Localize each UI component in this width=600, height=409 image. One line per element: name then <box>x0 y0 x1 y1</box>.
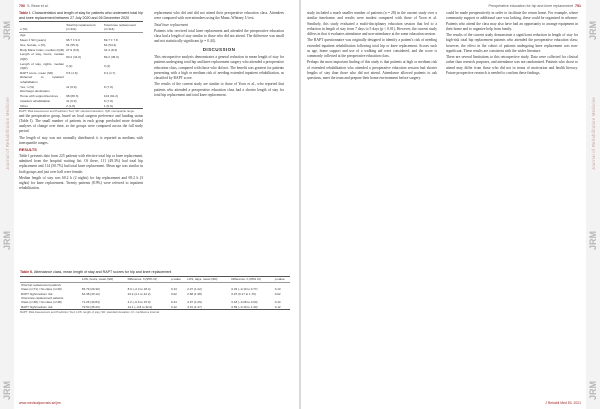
page-number: 791 <box>575 4 581 8</box>
paragraph: There are several limitations to this retrospective study. Data were collected for clinical rather than research purposes, and attendance was not randomized. Patients who chose to attend may differ from those who did not in terms of motivation and health literacy. Future prospective research is needed to confirm these findings. <box>446 55 578 75</box>
side-label: JRM <box>588 380 598 400</box>
paragraph: The results of the current study are similar to those of Yoon et al., who reported that patients who attended a preoperative education class had a shorter length of stay for total hip replacement and total knee replacement. <box>154 82 284 97</box>
paragraph: Perhaps the most important finding of this study is that patients at high or medium risk of extended rehabilitation who attended a preoperative education session had shorter lengths of stay than those who did not attend. Attendance allowed patients to ask questions, meet the team and prepare their home environment before surgery. <box>307 60 437 80</box>
table2-cell: 79.50 (35.20) <box>81 305 127 310</box>
table2-header: LOS, hours, mean (SD) <box>81 276 127 282</box>
table2-cell: 0.97 (0.17 to 1.76) <box>231 291 256 296</box>
table2-header: Difference, h (95% CI) <box>127 276 170 282</box>
table1-cell: 61 (55.0) <box>66 42 79 47</box>
table2-body <box>20 282 290 309</box>
table1-row <box>19 52 143 61</box>
table1-cell: 9 (7.9) <box>103 84 113 89</box>
table1-header: n (%) <box>19 22 65 33</box>
table1-cell: Length of stay, hours, median (IQR) <box>20 52 65 61</box>
paragraph: replacement who did and did not attend their preoperative education class. Attendees were compared with non-attendees using the Mann–Whitney U test. <box>154 11 284 21</box>
table2-label: Table II. <box>20 270 34 274</box>
table2-cell: 0.02 <box>274 291 281 296</box>
side-label: JRM <box>2 380 12 400</box>
table2-cell: Total knee replacement patients <box>21 295 64 300</box>
table1-cell: Discharge destination <box>20 89 50 94</box>
table1-cell: 11 (9.9) <box>66 98 77 103</box>
table1-cell: Home with support/services <box>20 94 58 99</box>
table2-cell: 0.12 <box>274 305 290 310</box>
table1-cell: Sex, female, n (%) <box>20 42 46 47</box>
table1-cell: 9.5 (1.6) <box>66 70 78 75</box>
table2-header: LOS, days, mean (SD) <box>186 276 230 282</box>
table1-cell: Age <box>20 33 26 38</box>
table2-cell: RAPT high/medium risk <box>20 305 81 310</box>
table1-cell: Body Mass Index, median (IQR) <box>20 47 65 52</box>
left-column-2 <box>154 11 284 99</box>
right-page <box>301 0 600 409</box>
side-journal-title: Journal of Rehabilitation Medicine <box>5 96 10 170</box>
paragraph: The length of stay was not normally distributed; it is reported as medians with interquartile ranges. <box>19 135 143 145</box>
paragraph: and the preoperative group, based on local surgeon preference and funding status (Table I). The small number of patients in each group precluded more detailed analyses of change over time, so the groups were compared across the full study period. <box>19 113 143 134</box>
subheading: Total knee replacement <box>154 22 189 27</box>
running-head <box>19 4 49 8</box>
table2-cell: 2.37 (1.22) <box>187 287 202 292</box>
side-label: JRM <box>2 230 12 250</box>
table2-header: p-value <box>274 276 290 282</box>
table2-cell: 3.31 (1.47) <box>186 305 230 310</box>
table2-row <box>20 305 290 310</box>
paragraph: Median length of stay was 60.2 h (2 nights) for hip replacement and 69.2 h (3 nights) for knee replacement. Twenty patients (8.9%) were referred to inpatient rehabilitation. <box>19 175 143 191</box>
footer-journal: J Rehabil Med 53, 2021 <box>545 401 581 405</box>
table2-cell: 14.1 (–3.8 to 32.0) <box>127 305 170 310</box>
table1-cell: 11 (9.9) <box>66 84 77 89</box>
table1-cell: Other <box>19 103 65 108</box>
table1-cell: 69.7 ± 7.8 <box>103 38 118 43</box>
table2-cell: 0.12 <box>170 305 186 310</box>
table1-row <box>19 61 143 70</box>
table2-cell: 2.68 (1.38) <box>187 291 202 296</box>
side-journal-title: Journal of Rehabilitation Medicine <box>591 96 596 170</box>
paragraph: The RAPT questionnaire was originally designed to identify a patient's risk of needing extended inpatient rehabilitation following total hip or knee replacement. Scores such as age, home support and use of a walking aid were considered, and the score is commonly collected at the preoperative education class. <box>307 38 437 58</box>
table2-cell: 71.26 (30.84) <box>81 300 100 305</box>
table1-cell: 31.4 (8.3) <box>103 47 118 52</box>
table2-cell: 64.38 (33.12) <box>81 291 100 296</box>
table1-cell: 2 (2) <box>66 63 73 68</box>
paragraph: The results of the current study demonstrate a significant reduction in length of stay for high-risk total hip replacement patients who attended the preoperative education class; however, the effect in the cohort of patients undergoing knee replacement was non-significant. These results are consistent with the wider literature. <box>446 33 578 53</box>
table2-cell: 0.13 <box>171 287 177 292</box>
left-column-1 <box>19 11 143 193</box>
table2-cell: 0.44 <box>274 300 281 305</box>
table1-cell: 27.9 (6.6) <box>66 47 80 52</box>
table1-cell: Yes, n (%) <box>20 84 35 89</box>
left-page <box>0 0 299 409</box>
running-head-title: Preoperative education for hip and knee replacement <box>488 4 573 8</box>
table1-cell: 3 (2) <box>103 63 111 68</box>
right-column-2 <box>446 11 578 256</box>
table2-header: p-value <box>170 276 186 282</box>
table2-cell: Total hip replacement patients <box>21 282 61 287</box>
table1-header: Total knee replacement (n=114) <box>103 22 143 33</box>
table2 <box>20 270 290 314</box>
table2-cell: 0.13 <box>274 287 281 292</box>
left-sidebar <box>0 0 14 409</box>
table1-cell: Referred to inpatient rehabilitation <box>20 75 65 84</box>
discussion-heading: DISCUSSION <box>202 46 236 52</box>
table1-cell: 68.7 ± 9.0 <box>66 38 80 43</box>
table2-cell: Class (n=66) / No class (n=48) <box>21 300 62 305</box>
table2-grid <box>20 276 290 310</box>
table1-cell: RAPT score, mean (SD) <box>20 70 54 75</box>
table1-caption-text: Characteristics and length of stay for patients who underwent total hip and knee replacement between 27 July 2020 and 26 December 2020 <box>19 11 143 20</box>
results-heading: RESULTS <box>19 147 37 153</box>
table1-cell: 60.2 (41.6) <box>66 54 82 59</box>
table1-cell: Inpatient rehabilitation <box>20 98 51 103</box>
side-label: JRM <box>2 20 12 40</box>
side-label: JRM <box>588 20 598 40</box>
table1-cell: 1 (0.9) <box>103 103 143 108</box>
table1-cell <box>103 75 143 84</box>
table2-note: RAPT: Risk Assessment and Prediction Tool; LOS: length of stay; SD: standard deviation; CI: confidence interval. <box>20 309 160 314</box>
table1-body <box>19 33 143 109</box>
table2-cell: 0.33 (–0.10 to 0.77) <box>231 287 258 292</box>
right-sidebar <box>586 0 600 409</box>
paragraph: study included a much smaller number of patients (n = 28) in the current study over a similar timeframe, and results were modest compared with those of Yoon et al. Similarly, this study evaluated a multi-disciplinary education session that led to a reduction in length of stay from 7 days to 5 days (p < 0.01). However, the current study differs in that it evaluates attendance and non-attendance at the same education session. <box>307 11 437 36</box>
table1 <box>19 21 143 109</box>
table1-cell: 2 (1.8) <box>65 103 103 108</box>
paragraph: could be made preoperatively in order to facilitate the return home. For example, where community support or additional care was lacking, these could be organized in advance. Patients who attend the class may also have had an opportunity to arrange equipment in their home and to organize help from family. <box>446 11 578 31</box>
table1-row <box>19 103 143 108</box>
table2-caption <box>20 270 290 275</box>
table2-cell: 0.44 <box>171 300 177 305</box>
table2-cell: 4.2 (–6.6 to 15.0) <box>127 300 151 305</box>
table1-cell: 98 (88.3) <box>66 94 79 99</box>
running-head <box>488 4 581 8</box>
right-column-1 <box>307 11 437 256</box>
footer-url[interactable]: www.medicaljournals.se/jrm <box>19 401 61 405</box>
table2-cell: 56.79 (29.30) <box>81 287 100 292</box>
table2-cell: RAPT high/medium risk <box>21 291 53 296</box>
table1-header: Total hip replacement (n=111) <box>65 22 103 33</box>
table1-cell <box>65 75 103 84</box>
running-head-author: S. Bean et al. <box>27 4 49 8</box>
table2-cell: 2.97 (1.29) <box>187 300 202 305</box>
table2-header: Difference, h (95% CI) <box>230 276 273 282</box>
table2-caption-text: Attendance class, mean length of stay and RAPT scores for hip and knee replacement <box>33 270 172 274</box>
table1-caption <box>19 11 143 20</box>
paragraph: Patients who received total knee replacement and attended the preoperative education class had a length of stay similar to those who did not attend. The difference was small and not statistically significant (p = 0.44). <box>154 28 284 44</box>
table1-cell: 104 (91.2) <box>103 94 119 99</box>
table2-cell: 8.0 (–2.4 to 18.4) <box>127 287 151 292</box>
table2-cell: 0.18 (–0.28 to 0.63) <box>231 300 258 305</box>
table1-cell: 69.2 (45.0) <box>103 54 119 59</box>
table1-cell: 9 (7.9) <box>103 98 113 103</box>
paragraph: This retrospective analysis demonstrates a general reduction in mean length of stay for patients undergoing total hip and knee replacement surgery who attended a preoperative education class, compared with those who did not. The benefit was greatest for patients presenting with a high or medium risk of needing extended inpatient rehabilitation, as classified by RAPT score. <box>154 55 284 81</box>
page-number: 790 <box>19 4 25 8</box>
table1-cell: Mean ± SD (years) <box>20 38 46 43</box>
table1-cell: 62 (54.4) <box>103 42 117 47</box>
table1-row <box>19 75 143 84</box>
table1-note: RAPT: Risk Assessment and Prediction Tool; SD: standard deviation; IQR: interquartile range. <box>19 109 135 114</box>
table2-cell: 23.2 (4.1 to 42.2) <box>127 291 151 296</box>
table1-cell: Length of stay, nights, median (IQR) <box>20 61 65 70</box>
table2-cell: 0.02 <box>171 291 177 296</box>
table2-cell: 0.59 (–0.16 to 1.33) <box>230 305 273 310</box>
paragraph: Table I presents data from 225 patients with elective total hip or knee replacement, admitted from the hospital waiting list. Of these, 111 (49.3%) had total hip replacement and 114 (50.7%) had total knee replacement. Mean age was similar in both groups and just over half were female. <box>19 153 143 174</box>
table1-label: Table I. <box>19 11 32 15</box>
side-label: JRM <box>588 230 598 250</box>
table2-cell: Class (n=71) / No class (n=40) <box>21 287 62 292</box>
table1-cell: 9.2 (1.7) <box>103 70 116 75</box>
